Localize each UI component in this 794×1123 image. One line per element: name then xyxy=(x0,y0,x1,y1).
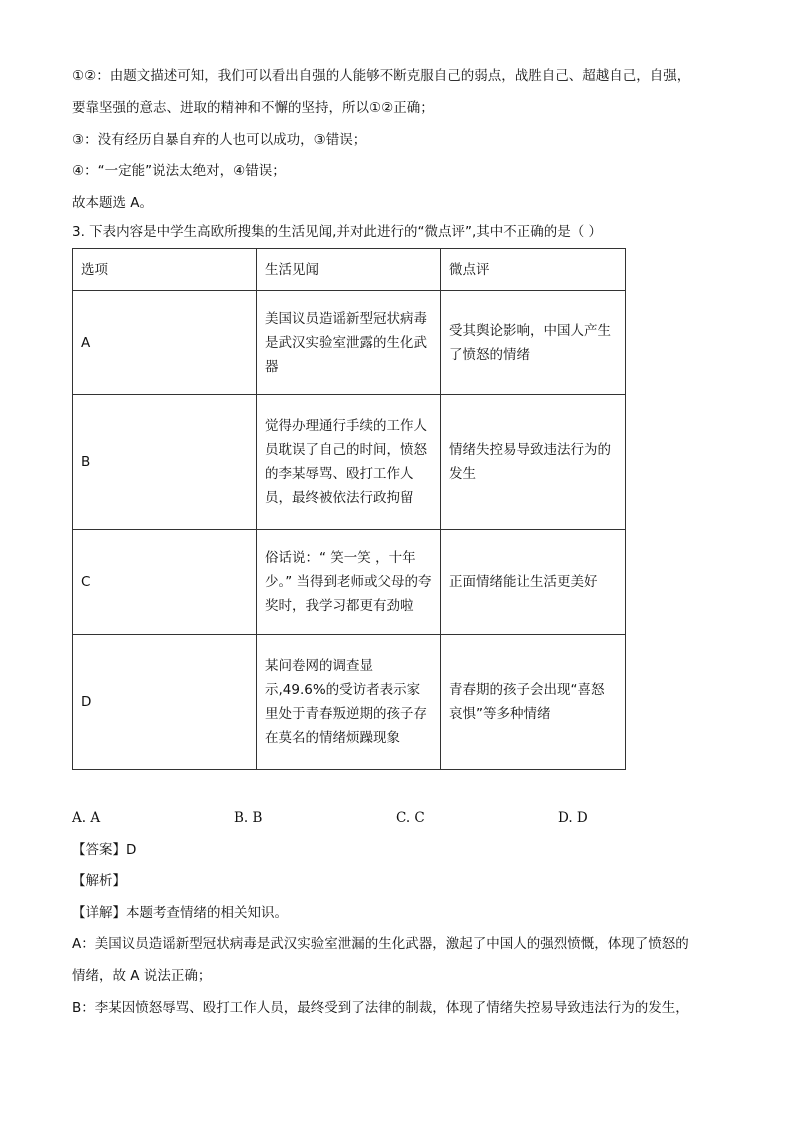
table-cell-comment: 青春期的孩子会出现“喜怒哀惧”等多种情绪 xyxy=(441,635,626,770)
choice-b: B. B xyxy=(234,810,263,826)
table-cell-news: 觉得办理通行手续的工作人员耽误了自己的时间，愤怒的李某辱骂、殴打工作人员，最终被依法行政拘留 xyxy=(257,395,441,530)
table-cell-comment: 情绪失控易导致违法行为的发生 xyxy=(441,395,626,530)
table-cell-news: 俗话说：“ 笑一笑 ，十年少。” 当得到老师或父母的夸奖时，我学习都更有劲啦 xyxy=(257,530,441,635)
explanation-line: B：李某因愤怒辱骂、殴打工作人员，最终受到了法律的制裁，体现了情绪失控易导致违法行为的发生， xyxy=(72,1000,689,1016)
table-header-cell: 微点评 xyxy=(441,249,626,291)
table-cell-comment: 受其舆论影响，中国人产生了愤怒的情绪 xyxy=(441,291,626,395)
table-cell-comment: 正面情绪能让生活更美好 xyxy=(441,530,626,635)
table-cell-news: 某问卷网的调查显示,49.6%的受访者表示家里处于青春叛逆期的孩子存在莫名的情绪烦躁现象 xyxy=(257,635,441,770)
paragraph-line: ①②：由题文描述可知，我们可以看出自强的人能够不断克服自己的弱点，战胜自己、超越自己，自强， xyxy=(72,68,691,84)
paragraph-line: ④：“一定能”说法太绝对，④错误； xyxy=(72,163,286,179)
paragraph-line: ③：没有经历自暴自弃的人也可以成功，③错误； xyxy=(72,132,367,148)
choice-a: A. A xyxy=(72,810,101,826)
paragraph-line: 故本题选 A。 xyxy=(72,195,154,211)
table-cell-option: C xyxy=(73,530,257,635)
table-cell-option: B xyxy=(73,395,257,530)
table-row xyxy=(73,395,626,530)
table-row xyxy=(73,530,626,635)
table-cell-option: A xyxy=(73,291,257,395)
answer-line: 【答案】D xyxy=(72,842,137,858)
table-header-cell: 选项 xyxy=(73,249,257,291)
table-cell-option: D xyxy=(73,635,257,770)
question-table xyxy=(72,248,626,770)
choice-c: C. C xyxy=(396,810,425,826)
table-header-cell: 生活见闻 xyxy=(257,249,441,291)
detail-line: 【详解】本题考查情绪的相关知识。 xyxy=(72,905,288,921)
paragraph-line: 要靠坚强的意志、进取的精神和不懈的坚持，所以①②正确； xyxy=(72,100,434,116)
table-cell-news: 美国议员造谣新型冠状病毒是武汉实验室泄露的生化武器 xyxy=(257,291,441,395)
choice-d: D. D xyxy=(558,810,588,826)
explanation-line: A：美国议员造谣新型冠状病毒是武汉实验室泄漏的生化武器，激起了中国人的强烈愤慨，体现了愤怒的 xyxy=(72,936,689,952)
table-row xyxy=(73,291,626,395)
analysis-label: 【解析】 xyxy=(72,873,126,889)
question-stem: 3. 下表内容是中学生高欧所搜集的生活见闻,并对此进行的“微点评”,其中不正确的是（ ） xyxy=(72,224,603,240)
answer-choices xyxy=(72,810,722,830)
table-header-row xyxy=(73,249,626,291)
table-row xyxy=(73,635,626,770)
explanation-line: 情绪，故 A 说法正确； xyxy=(72,968,212,984)
